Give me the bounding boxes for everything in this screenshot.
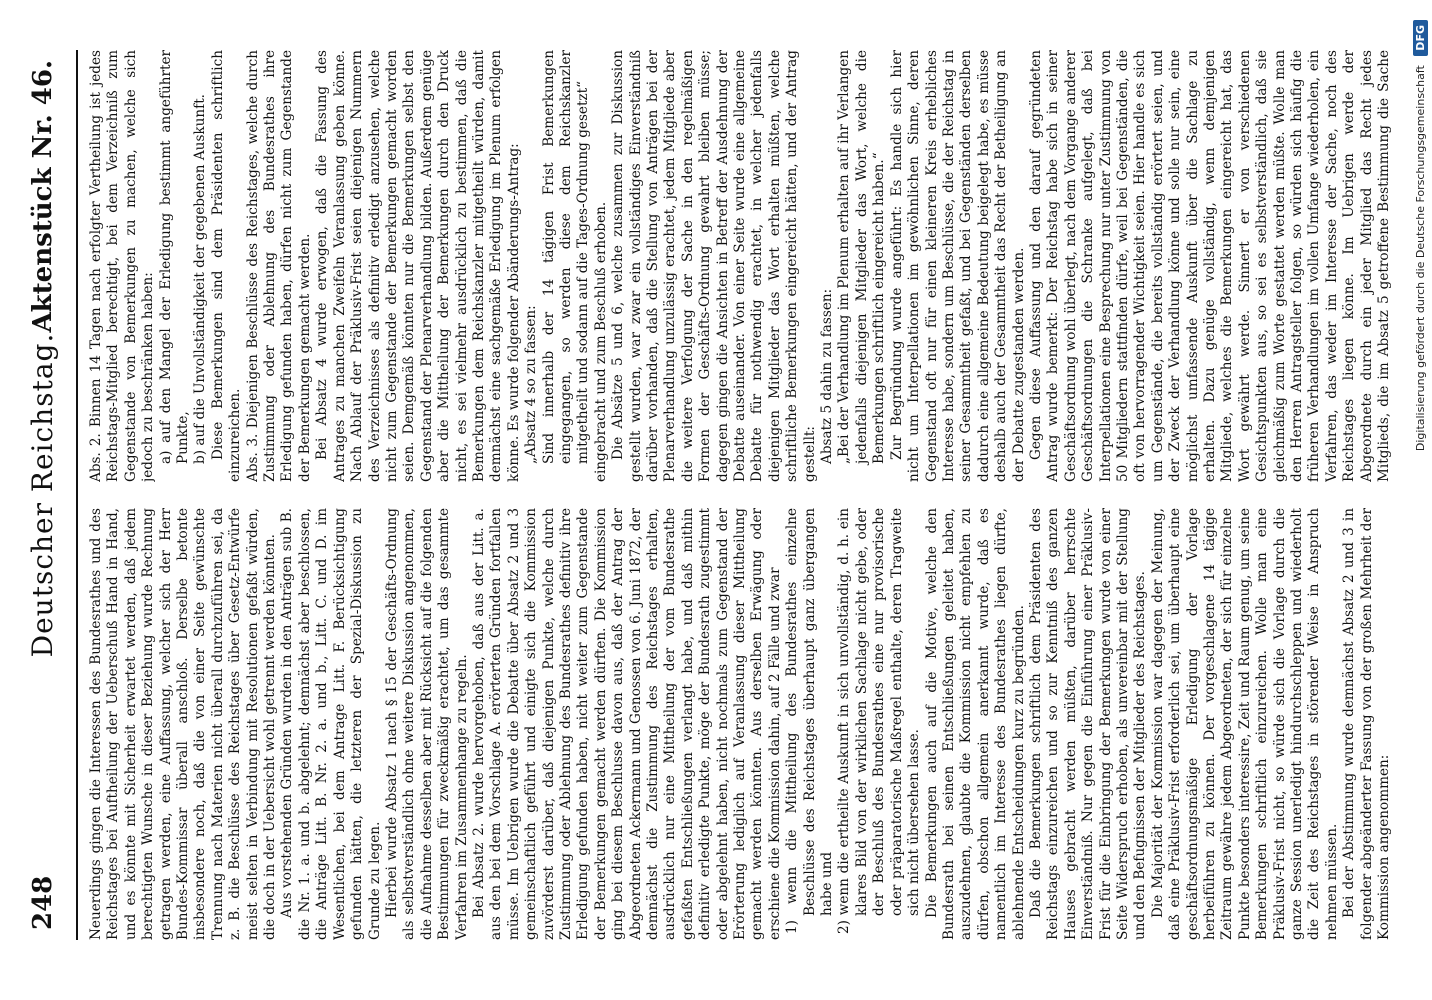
paragraph: Die Bemerkungen auch auf die Motive, welche den Bundesrath bei seinen Entschließungen geleitet haben, auszudehnen, glaubte die Kommission nicht empfehlen zu dürfen, obschon allgemein anerkannt wurde, daß es namentlich im Interesse des Bundesrathes liegen dürfte, ablehnende Entscheidungen kurz zu begründen. [923,508,1027,940]
quoted-text: Absatz 5 dahin zu fassen: [819,288,836,464]
credit-text: Digitalisierung gefördert durch die Deutsche Forschungsgemeinschaft [1414,65,1427,452]
paragraph: Bei der Abstimmung wurde demnächst Absatz 2 und 3 in folgender abgeänderter Fassung von der großen Mehrheit der Kommission angenommen: [1341,508,1392,940]
paragraph: Gegen diese Auffassung und den darauf gegründeten Antrag wurde bemerkt: Der Reichstag habe sich in seiner Geschäftsordnung wohl überlegt, nach dem Vorgange anderer Geschäftsordnungen die Schranke aufgelegt, daß bei Interpellationen eine Besprechung nur unter Zustimmung von 50 Mitgliedern stattfinden dürfe, weil bei Gegenständen, die oft von hervorragender Wichtigkeit seien. Hier handle es sich um Gegenstände, die bereits vollständig erörtert seien, und der Zweck der Verhandlung könne und solle nur sein, eine möglichst umfassende Auskunft über die Sachlage zu erhalten. Dazu genüge vollständig, wenn demjenigen Mitgliede, welches die Bemerkungen eingereicht hat, das Wort gewährt werde. Sinnert er von verschiedenen Gesichtspunkten aus, so sei es selbstverständlich, daß sie gleichmäßig zum Worte gestattet werden müßte. Wolle man den Herren Antragsteller folgen, so würden sich häufig die früheren Verhandlungen im vollen Umfange wiederholen, ein Verfahren, das weder im Interesse der Sache, noch des Reichstages liegen könne. Im Uebrigen werde der Abgeordnete durch ein jeder Mitglied das Recht jedes Mitglieds, die im Absatz 5 getroffene Bestimmung die Sache [1027,50,1392,482]
paragraph: Bei Absatz 2. wurde hervorgehoben, daß aus der Litt. a. aus den bei dem Vorschlage A. erörterten Gründen fortfallen müsse. Im Uebrigen wurde die Debatte über Absatz 2 und 3 gemeinschaftlich geführt und einigte sich die Kommission zuvörderst darüber, daß diejenigen Punkte, welche durch Zustimmung oder Ablehnung des Bundesrathes definitiv ihre Erledigung gefunden haben, nicht weiter zum Gegenstande der Bemerkungen gemacht werden dürften. Die Kommission ging bei diesem Beschlusse davon aus, daß der Antrag der Abgeordneten Ackermann und Genossen von 6. Juni 1872, der demnächst die Zustimmung des Reichstages erhalten, ausdrücklich nur eine Mittheilung der vom Bundesrathe gefaßten Entschließungen verlangt habe, und daß mithin definitiv erledigte Punkte, möge der Bundesrath zugestimmt oder abgelehnt haben, nicht nochmals zum Gegenstand der Erörterung lediglich auf Veranlassung dieser Mittheilung gemacht werden könnten. Aus derselben Erwägung oder erschiene die Kommission dahin, auf 2 Fälle und zwar [470,508,783,940]
list-item: 1) wenn die Mittheilung des Bundesrathes einzelne Beschlüsse des Reichstages überhaupt ganz übergangen habe und [784,508,836,934]
quoted-text: „Bei der Verhandlung im Plenum erhalten auf ihr Verlangen jedenfalls diejenigen Mitglieder das Wort, welche die Bemerkungen schriftlich eingereicht haben.“ [836,50,888,464]
quoted-text: Sind innerhalb der 14 tägigen Frist Bemerkungen eingegangen, so werden diese dem Reichskanzler mitgetheilt und sodann auf die Tages-Ordnung gesetzt“ [540,50,592,464]
digitization-credit [1413,0,1428,1000]
paragraph: Hierbei wurde Absatz 1 nach § 15 der Geschäfts-Ordnung als selbstverständlich ohne weitere Diskussion angenommen, die Aufnahme desselben aber mit Rücksicht auf die folgenden Bestimmungen für zweckmäßig erachtet, um das gesammte Verfahren im Zusammenhange zu regeln. [383,508,470,940]
paragraph: Diese Bemerkungen sind dem Präsidenten schriftlich einzureichen. [209,50,244,482]
document-reference: Aktenstück Nr. 46. [28,60,58,333]
paragraph: Daß die Bemerkungen schriftlich dem Präsidenten des Reichstags einzureichen und so zur Kenntniß des ganzen Hauses gebracht werden müßten, darüber herrschte Einverständniß. Nur gegen die Einführung einer Präklusiv-Frist für die Einbringung der Bemerkungen wurde von einer Seite Widerspruch erhoben, als unvereinbar mit der Stellung und den Befugnissen der Mitglieder des Reichstages. [1027,508,1149,940]
list-item: a) auf den Mangel der Erledigung bestimmt angeführter Punkte, [157,50,192,464]
paragraph: Die Absätze 5 und 6, welche zusammen zur Diskussion gestellt wurden, war zwar ein vollständiges Einverständniß darüber vorhanden, daß die Stellung von Anträgen bei der Plenarverhandlung unzulässig erachtet, jedem Mitgliede aber die weitere Verfolgung der Sache in den regelmäßigen Formen der Geschäfts-Ordnung gewahrt bleiben müsse; dagegen gingen die Ansichten in Betreff der Ausdehnung der Debatte auseinander. Von einer Seite wurde eine allgemeine Debatte für nothwendig erachtet, in welcher jedenfalls diejenigen Mitglieder das Wort erhalten müßten, welche schriftliche Bemerkungen eingereicht hätten, und der Antrag gestellt: [610,50,818,482]
paragraph: Die Majorität der Kommission war dagegen der Meinung, daß eine Präklusiv-Frist erforderlich sei, um überhaupt eine geschäftsordnungsmäßige Erledigung der Vorlage herbeiführen zu können. Der vorgeschlagene 14 tägige Zeitraum gewähre jedem Abgeordneten, der sich für einzelne Punkte besonders interessire, Zeit und Raum genug, um seine Bemerkungen schriftlich einzureichen. Wolle man eine Präklusiv-Frist nicht, so würde sich die Vorlage durch die ganze Session unerledigt hindurchschleppen und wiederholt die Zeit des Reichstages in störender Weise in Anspruch nehmen müssen. [1149,508,1340,940]
paragraph: Abs. 2. Binnen 14 Tagen nach erfolgter Vertheilung ist jedes Reichstags-Mitglied berechtigt, bei dem Verzeichniß zum Gegenstande von Bemerkungen zu machen, welche sich jedoch zu beschränken haben: [88,50,157,482]
list-item: 2) wenn die ertheilte Auskunft in sich unvollständig, d. h. ein klares Bild von der wirklichen Sachlage nicht gebe, oder der Beschluß des Bundesrathes eine nur provisorische oder präparatorische Maßregel enthalte, deren Tragweite sich nicht übersehen lasse. [836,508,923,934]
text-columns [88,50,1392,940]
page-number: 248 [28,875,58,930]
left-column [88,508,1392,940]
page-title: Deutscher Reichstag. [26,332,59,658]
paragraph: Abs. 3. Diejenigen Beschlüsse des Reichstages, welche durch Zustimmung oder Ablehnung des Bundesrathes ihre Erledigung gefunden haben, dürfen nicht zum Gegenstande der Bemerkungen gemacht werden. [244,50,313,482]
dfg-logo: DFG [1413,20,1428,56]
paragraph: Zur Begründung wurde angeführt: Es handle sich hier nicht um Interpellationen im gewöhnlichen Sinne, deren Gegenstand oft nur für einen kleineren Kreis erhebliches Interesse habe, sondern um Beschlüsse, die der Reichstag in seiner Gesammtheit gefaßt, und bei Gegenständen derselben dadurch eine allgemeine Bedeutung beigelegt habe, es müsse deshalb auch der Gesammtheit das Recht der Betheiligung an der Debatte zugestanden werden. [888,50,1027,482]
paragraph: Bei Absatz 4 wurde erwogen, daß die Fassung des Antrages zu manchen Zweifeln Veranlassung geben könne. Nach Ablauf der Präklusiv-Frist seien diejenigen Nummern des Verzeichnisses als definitiv erledigt anzusehen, welche nicht zum Gegenstande der Bemerkungen gemacht worden seien. Demgemäß könnten nur die Bemerkungen selbst den Gegenstand der Plenarverhandlung bilden. Außerdem genüge aber die Mittheilung der Bemerkungen durch den Druck nicht, es sei vielmehr ausdrücklich zu bestimmen, daß die Bemerkungen dem Reichskanzler mitgetheilt würden, damit demnächst eine sachgemäße Erledigung im Plenum erfolgen könne. Es wurde folgender Abänderungs-Antrag: [314,50,522,482]
page-header [20,50,78,940]
list-item: b) auf die Unvollständigkeit der gegebenen Auskunft. [192,94,209,464]
quoted-text: „Absatz 4 so zu fassen: [523,305,540,464]
paragraph: Neuerdings gingen die Interessen des Bundesrathes und des Reichstages bei Auftheilung der Ueberschuß Hand in Hand, und es könnte mit Sicherheit erwartet werden, daß jedem berechtigten Wunsche in dieser Beziehung wurde Rechnung getragen werden, eine Auffassung, welcher sich der Herr Bundes-Kommissar überall anschloß. Derselbe betonte insbesondere noch, daß die von einer Seite gewünschte Trennung nach Materien nicht überall durchzuführen sei, da z. B. die Beschlüsse des Reichstages über Gesetz-Entwürfe meist selten in Verbindung mit Resolutionen gefaßt würden, die doch in der Uebersicht wohl getrennt werden könnten. [88,508,279,940]
paragraph: eingebracht und zum Beschluß erhoben. [592,201,609,482]
right-column [88,50,1392,482]
paragraph: Aus vorstehenden Gründen wurden in den Anträgen sub B. die Nr. 1. a. und b. abgelehnt; demnächst aber beschlossen, die Anträge Litt. B. Nr. 2. a. und b., Litt. C. und D. im Wesentlichen, bei dem Antrage Litt. F. Berücksichtigung gefunden hätten, die letzteren der Spezial-Diskussion zu Grunde zu legen. [279,508,383,940]
